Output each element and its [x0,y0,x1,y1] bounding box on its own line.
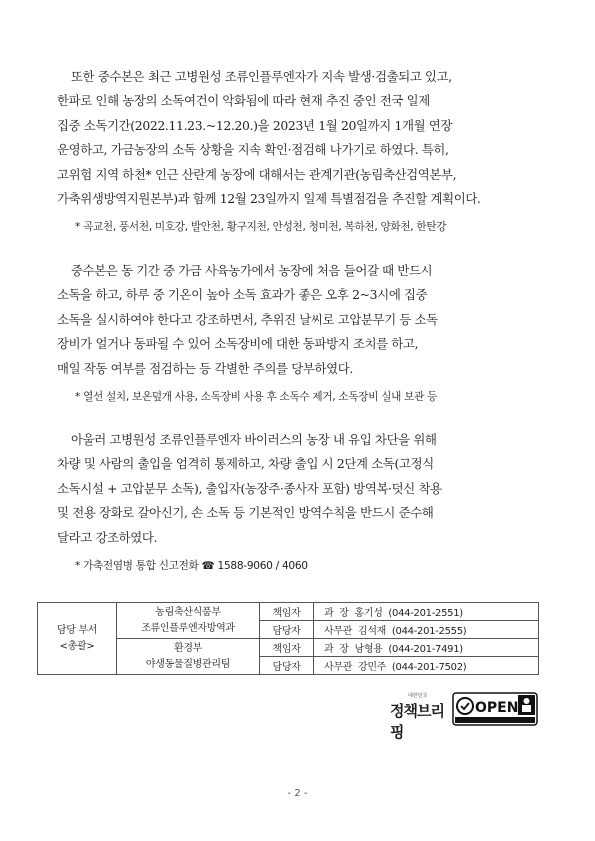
dept-sub: <총괄> [59,640,95,652]
text-line: 아울러 고병원성 조류인플루엔자 바이러스의 농장 내 유입 차단을 위해 [71,432,437,447]
text-line: 장비가 얼거나 동파될 수 있어 소독장비에 대한 동파방지 조치를 하고, [57,336,419,352]
text-line: 고위험 지역 하천* 인근 산란계 농장에 대해서는 관계기관(농림축산검역본부, [57,166,457,182]
person-cell: 사무관 김석재 (044-201-2555) [314,621,539,639]
open-license-logo [452,692,538,726]
text-line: 달라고 강조하였다. [57,529,158,545]
org-team: 조류인플루엔자방역과 [141,622,235,634]
paragraph-access-control [57,428,547,550]
org-cell [117,639,260,675]
role-cell: 담당자 [260,657,314,675]
text-line: 운영하고, 가금농장의 소독 상황을 지속 확인·점검해 나가기로 하였다. 특히, [57,142,449,158]
open-text: OPEN [475,700,519,716]
page-number: - 2 - [287,788,308,799]
text-line: 중수본은 동 기간 중 가금 사육농가에서 농장에 처음 들어갈 때 반드시 [71,263,433,278]
org-team: 야생동물질병관리팀 [145,658,231,670]
org-cell [117,603,260,639]
table-row [38,603,539,621]
logo-small-text: 대한민국 [408,693,428,699]
policy-briefing-logo [390,690,448,741]
person-cell: 과 장 홍기성 (044-201-2551) [314,603,539,621]
text-line: 집중 소독기간(2022.11.23.~12.20.)을 2023년 1월 20일까지 1개월 연장 [57,117,453,133]
footer-logos [390,690,540,741]
text-line: 차량 및 사람의 출입을 엄격히 통제하고, 차량 출입 시 2단계 소독(고정식 [57,456,434,472]
person-cell: 사무관 강민주 (044-201-7502) [314,657,539,675]
contact-table [37,602,539,675]
text-line: 한파로 인해 농장의 소독여건이 악화됨에 따라 현재 추진 중인 전국 일제 [57,93,430,109]
org-name: 환경부 [173,642,203,654]
org-name: 농림축산식품부 [155,606,221,618]
paragraph-disinfection-extension [57,65,547,211]
logo-big-text: 정책브리핑 [390,702,444,741]
text-line: 및 전용 장화로 갈아신기, 손 소독 등 기본적인 방역수칙을 반드시 준수해 [57,505,434,521]
text-line: 소독을 실시하여야 한다고 강조하면서, 추위진 날씨로 고압분무기 등 소독 [57,311,438,327]
text-line: 소독시설 + 고압분무 소독), 출입자(농장주·종사자 포함) 방역복·덧신 착용 [57,480,442,496]
dept-cell [38,603,117,675]
footnote-hotline [75,558,308,573]
hotline-number: 1588-9060 / 4060 [217,560,308,572]
role-cell: 담당자 [260,621,314,639]
role-cell: 책임자 [260,603,314,621]
phone-icon: ☎ [201,560,215,572]
text-line: 매일 작동 여부를 점검하는 등 각별한 주의를 당부하였다. [57,360,353,376]
text-line: 가축위생방역지원본부)과 함께 12월 23일까지 일제 특별점검을 추진할 계획이다. [57,191,481,207]
text-line: 또한 중수본은 최근 고병원성 조류인플루엔자가 지속 발생·검출되고 있고, [71,69,452,84]
paragraph-farm-disinfection [57,259,547,381]
text-line: 소독을 하고, 하루 중 기온이 높아 소독 효과가 좋은 오후 2~3시에 집중 [57,287,428,303]
hotline-label: * 가축전염병 통합 신고전화 [75,560,199,572]
footnote-rivers: * 곡교천, 풍서천, 미호강, 발안천, 황구지천, 안성천, 청미천, 복하천, 양화천, 한탄강 [75,221,447,233]
footnote-equipment: * 열선 설치, 보온덮개 사용, 소독장비 사용 후 소독수 제거, 소독장비 실내 보관 등 [75,391,438,403]
dept-label: 담당 부서 [56,624,98,636]
person-cell: 과 장 남형용 (044-201-7491) [314,639,539,657]
role-cell: 책임자 [260,639,314,657]
